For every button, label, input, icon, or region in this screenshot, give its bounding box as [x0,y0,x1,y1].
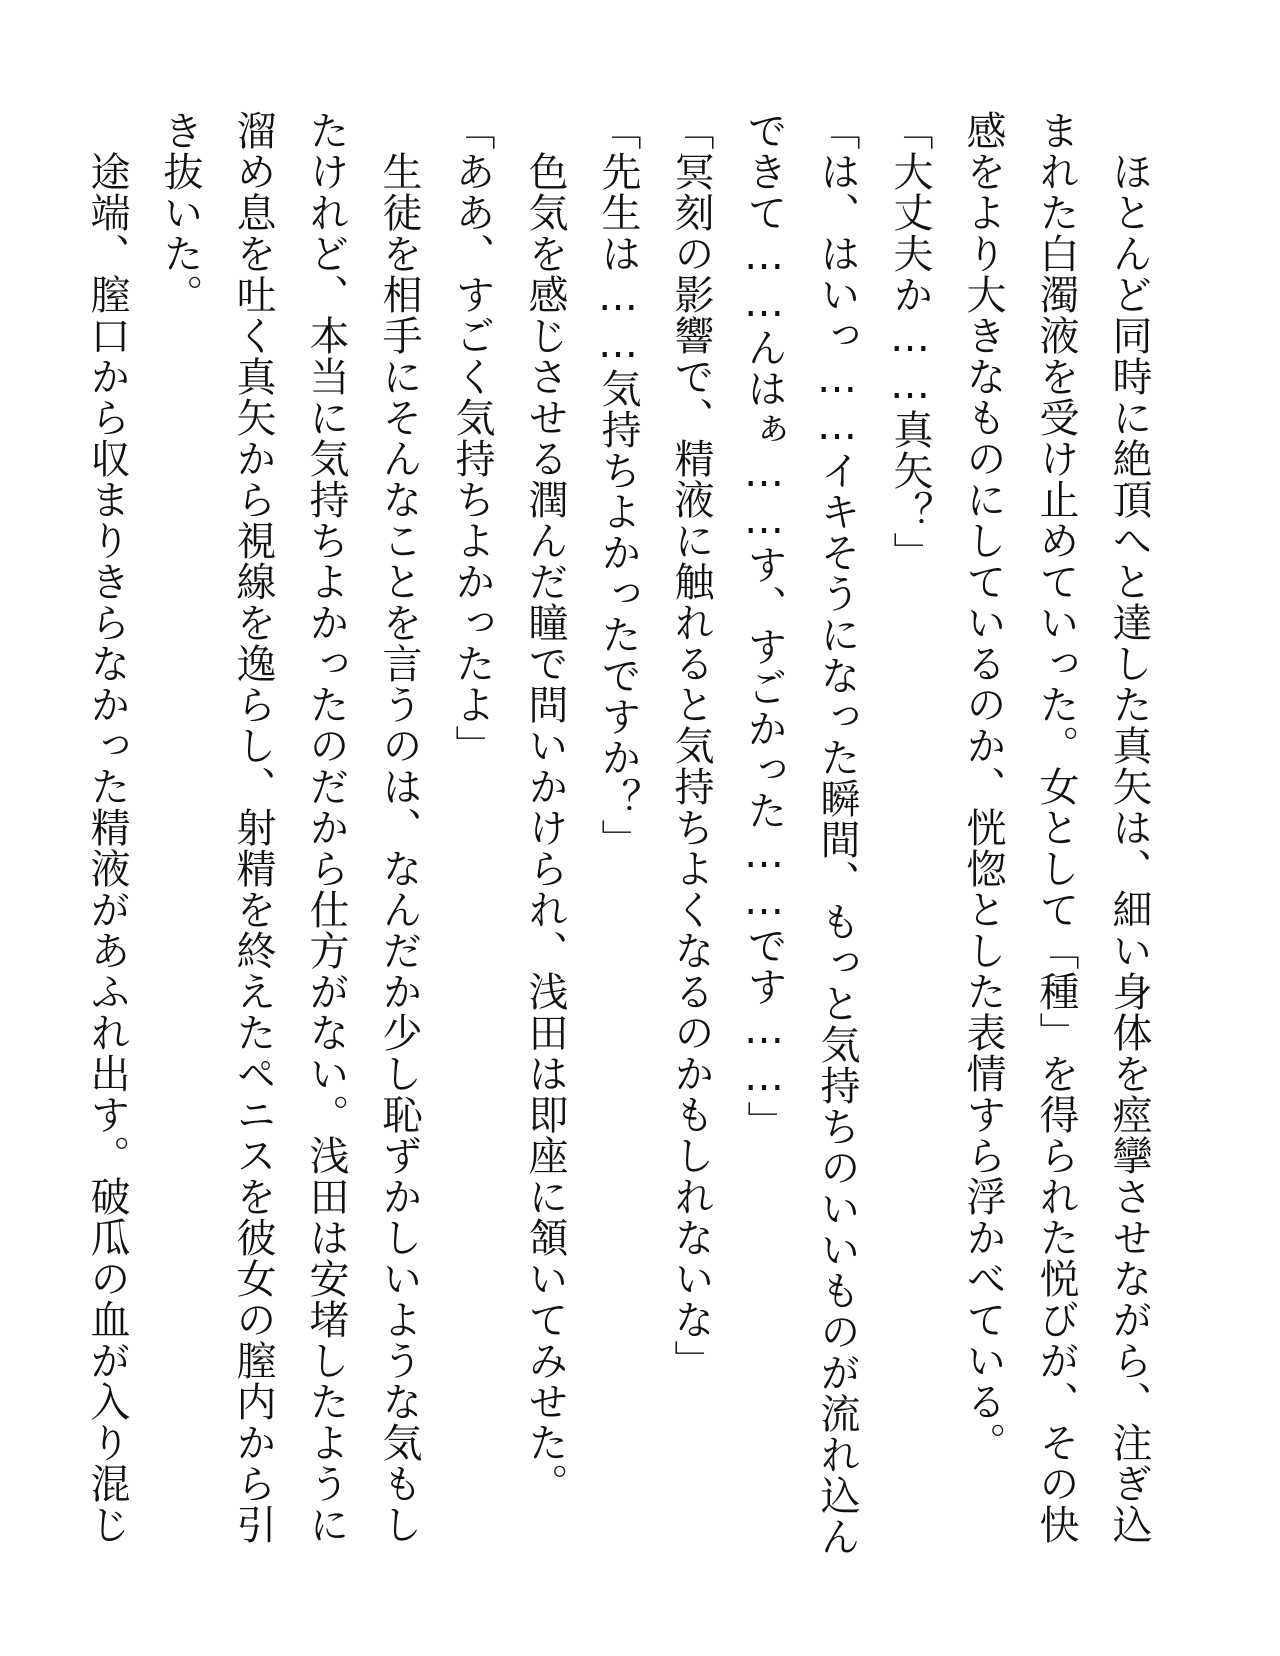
text-line-2: まれた白濁液を受け止めていった。女として「種」を得られた悦びが、その快 [1033,110,1079,1545]
text-line-15: 途端、膣口から収まりきらなかった精液があふれ出す。破瓜の血が入り混じ [84,110,130,1545]
text-line-12: たけれど、本当に気持ちよかったのだから仕方がない。浅田は安堵したように [303,110,349,1545]
text-line-13: 溜め息を吐く真矢から視線を逸らし、射精を終えたペニスを彼女の膣内から引 [230,110,276,1545]
text-line-5: 「は、はいっ……イキそうになった瞬間、もっと気持ちのいいものが流れ込ん [814,110,860,1557]
text-line-11: 生徒を相手にそんなことを言うのは、なんだか少し恥ずかしいような気もし [376,110,422,1545]
text-line-9: 色気を感じさせる潤んだ瞳で問いかけられ、浅田は即座に頷いてみせた。 [522,110,568,1504]
text-line-6: できて……んはぁ……す、すごかった……です……」 [741,110,787,1142]
text-line-4: 「大丈夫か……真矢？」 [887,110,933,573]
text-line-8: 「先生は……気持ちよかったですか？」 [595,110,641,860]
text-line-10: 「ああ、すごく気持ちよかったよ」 [449,110,495,766]
vertical-text-body [70,110,1165,1557]
text-line-3: 感をより大きなものにしているのか、恍惚とした表情すら浮かべている。 [960,110,1006,1463]
text-line-1: ほとんど同時に絶頂へと達した真矢は、細い身体を痙攣させながら、注ぎ込 [1106,110,1152,1545]
text-line-7: 「冥刻の影響で、精液に触れると気持ちよくなるのかもしれないな」 [668,110,714,1381]
text-line-14: き抜いた。 [157,110,203,315]
